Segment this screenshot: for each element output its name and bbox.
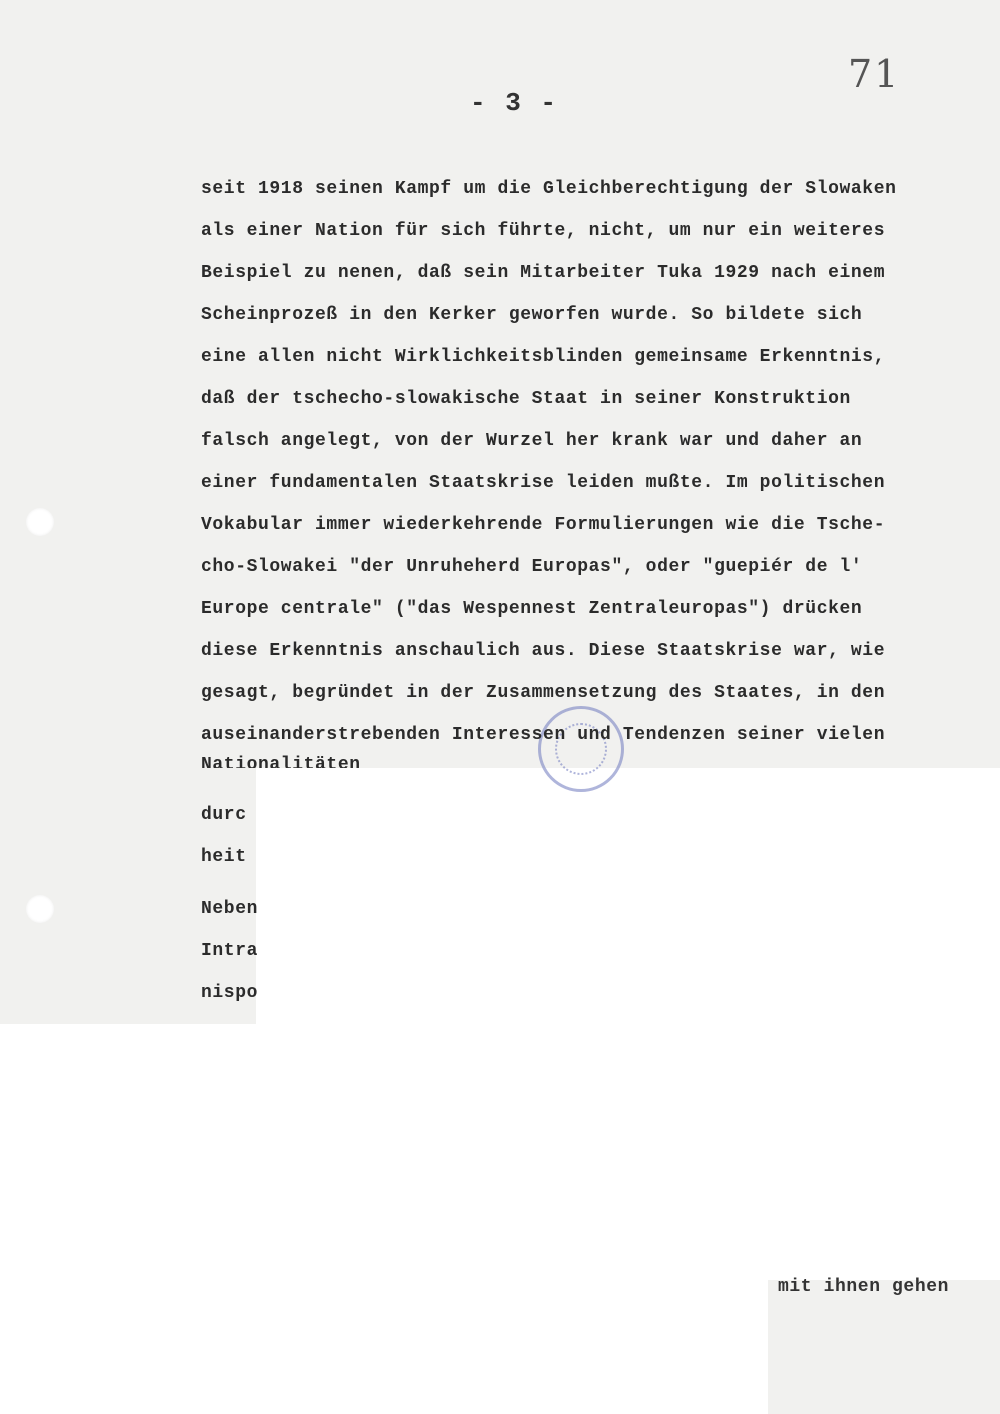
corner-text: mit ihnen gehen — [778, 1277, 950, 1297]
text-line-partial: Nationalitäten — [201, 755, 361, 768]
text-line: seit 1918 seinen Kampf um die Gleichberechtigung der Slowaken — [201, 179, 897, 199]
text-line: gesagt, begründet in der Zusammensetzung des Staates, in den — [201, 683, 886, 703]
text-fragment: durc — [201, 805, 247, 825]
text-line: Europe centrale" ("das Wespennest Zentraleuropas") drücken — [201, 599, 863, 619]
text-line: als einer Nation für sich führte, nicht, um nur ein weiteres — [201, 221, 886, 241]
folio-number: 71 — [848, 52, 901, 96]
text-line: Scheinprozeß in den Kerker geworfen wurde. So bildete sich — [201, 305, 863, 325]
text-line: einer fundamentalen Staatskrise leiden mußte. Im politischen — [201, 473, 886, 493]
text-line: Beispiel zu nenen, daß sein Mitarbeiter Tuka 1929 nach einem — [201, 263, 886, 283]
text-line: eine allen nicht Wirklichkeitsblinden gemeinsame Erkenntnis, — [201, 347, 886, 367]
text-line: falsch angelegt, von der Wurzel her krank war und daher an — [201, 431, 863, 451]
text-fragment: Intra — [201, 941, 259, 961]
text-line: cho-Slowakei "der Unruheherd Europas", oder "guepiér de l' — [201, 557, 863, 577]
text-line: auseinanderstrebenden Interessen und Tendenzen seiner vielen — [201, 725, 886, 745]
text-fragment: nispo — [201, 983, 259, 1003]
text-fragment: Neben — [201, 899, 259, 919]
text-fragment: heit — [201, 847, 247, 867]
text-line: daß der tschecho-slowakische Staat in seiner Konstruktion — [201, 389, 851, 409]
page-number: - 3 - — [470, 88, 559, 118]
text-line: Vokabular immer wiederkehrende Formulierungen wie die Tsche- — [201, 515, 886, 535]
text-line: diese Erkenntnis anschaulich aus. Diese Staatskrise war, wie — [201, 641, 886, 661]
scanned-paper-corner — [768, 1280, 1000, 1414]
